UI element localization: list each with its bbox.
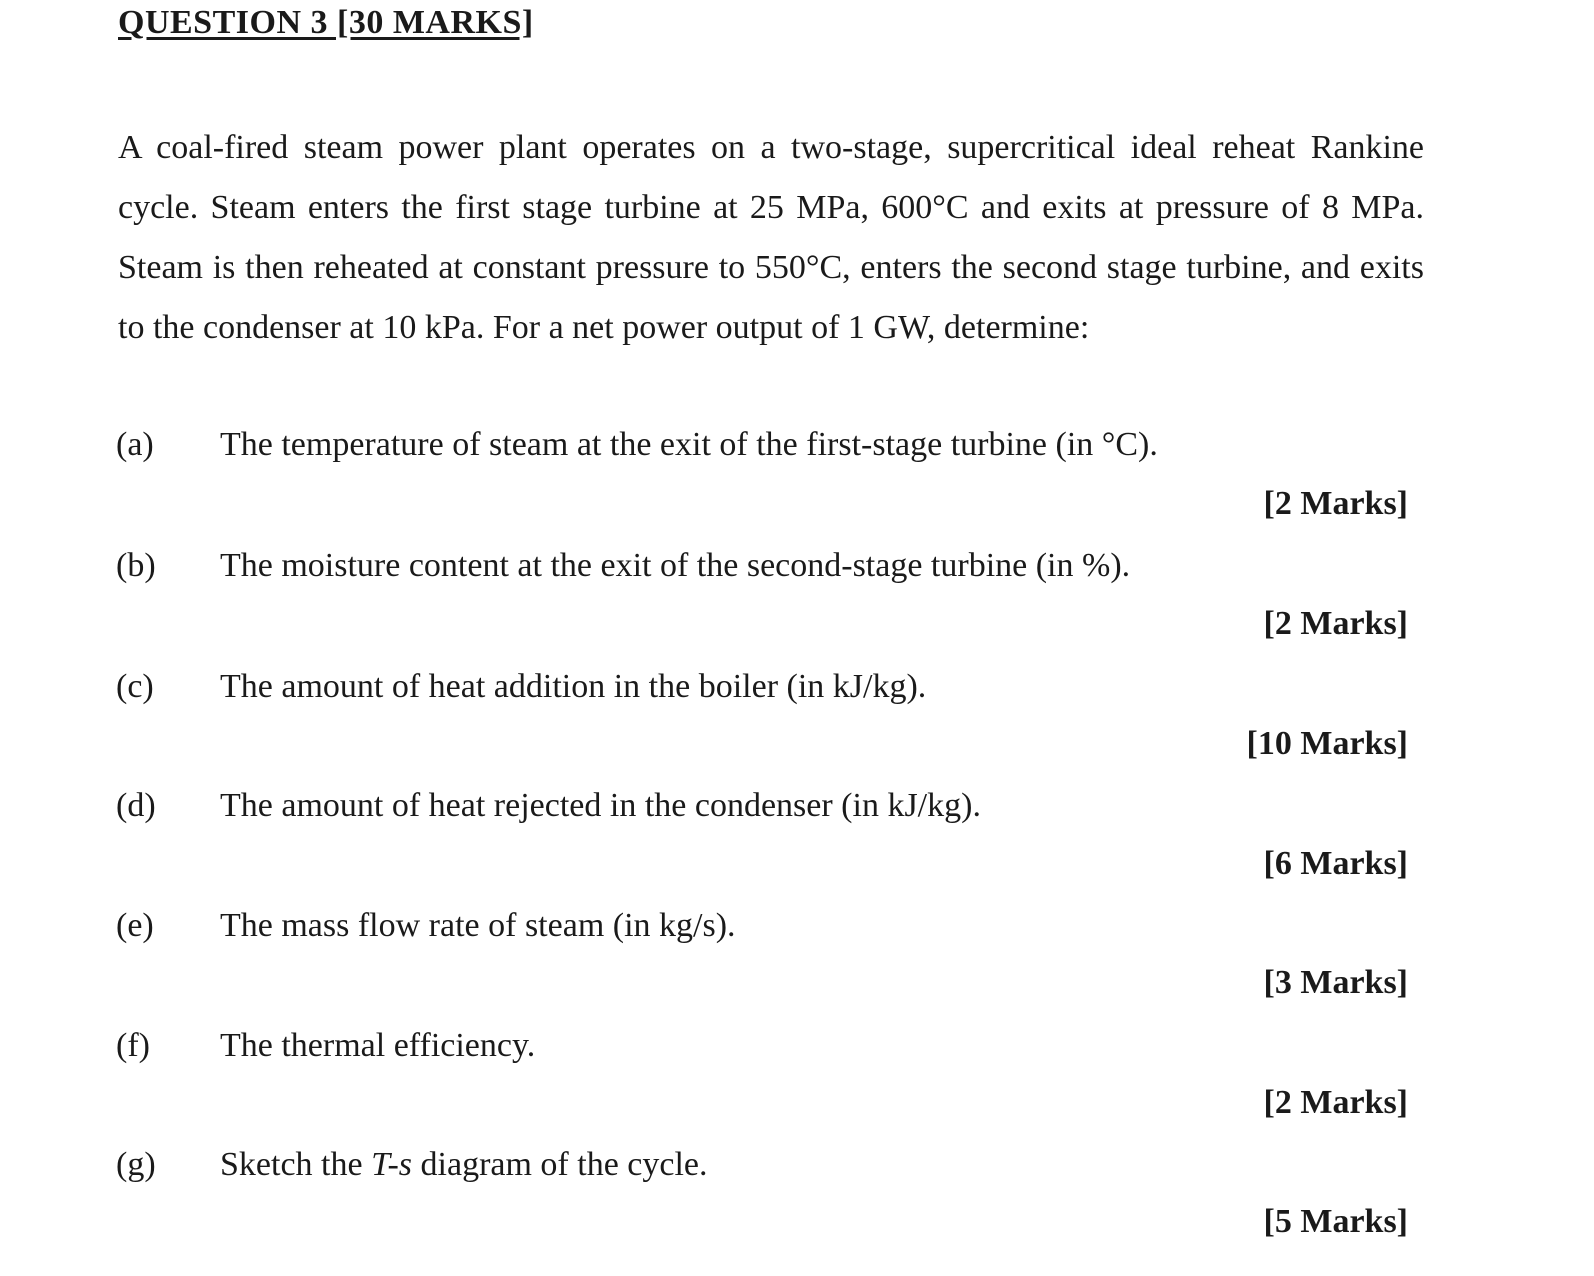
part-a-label: (a) bbox=[116, 426, 154, 463]
part-b-label: (b) bbox=[116, 547, 156, 584]
question-heading: QUESTION 3 [30 MARKS] bbox=[118, 4, 534, 41]
question-intro: A coal-fired steam power plant operates on a two-stage, supercritical ideal reheat Rankine cycle. Steam enters the first stage turbine at 25 MPa, 600°C and exits at pressure of 8 MPa. Steam is then reheated at constant pressure to 550°C, enters the second stage turbine, and exits to the condenser at 10 kPa. For a net power output of 1 GW, determine: bbox=[118, 129, 1424, 346]
part-f-text: The thermal efficiency. bbox=[220, 1027, 536, 1064]
part-a-marks: [2 Marks] bbox=[1263, 485, 1408, 522]
part-e-marks: [3 Marks] bbox=[1263, 964, 1408, 1001]
part-a-text: The temperature of steam at the exit of the first-stage turbine (in °C). bbox=[220, 426, 1158, 463]
part-g-text-after: diagram of the cycle. bbox=[412, 1146, 708, 1183]
part-g-marks: [5 Marks] bbox=[1263, 1203, 1408, 1240]
part-f-marks: [2 Marks] bbox=[1263, 1084, 1408, 1121]
part-d-label: (d) bbox=[116, 787, 156, 824]
part-g-text-before: Sketch the bbox=[220, 1146, 372, 1183]
part-c-text: The amount of heat addition in the boiler (in kJ/kg). bbox=[220, 668, 927, 705]
part-d-text: The amount of heat rejected in the condenser (in kJ/kg). bbox=[220, 787, 981, 824]
part-g-text bbox=[220, 1146, 708, 1184]
part-g-text-italic: T-s bbox=[371, 1146, 413, 1183]
part-f-label: (f) bbox=[116, 1027, 150, 1064]
part-c-marks: [10 Marks] bbox=[1246, 725, 1408, 762]
part-g-label: (g) bbox=[116, 1146, 156, 1183]
part-d-marks: [6 Marks] bbox=[1263, 845, 1408, 882]
part-e-text: The mass flow rate of steam (in kg/s). bbox=[220, 907, 736, 944]
part-b-marks: [2 Marks] bbox=[1263, 605, 1408, 642]
part-c-label: (c) bbox=[116, 668, 154, 705]
part-b-text: The moisture content at the exit of the second-stage turbine (in %). bbox=[220, 547, 1131, 584]
part-e-label: (e) bbox=[116, 907, 154, 944]
